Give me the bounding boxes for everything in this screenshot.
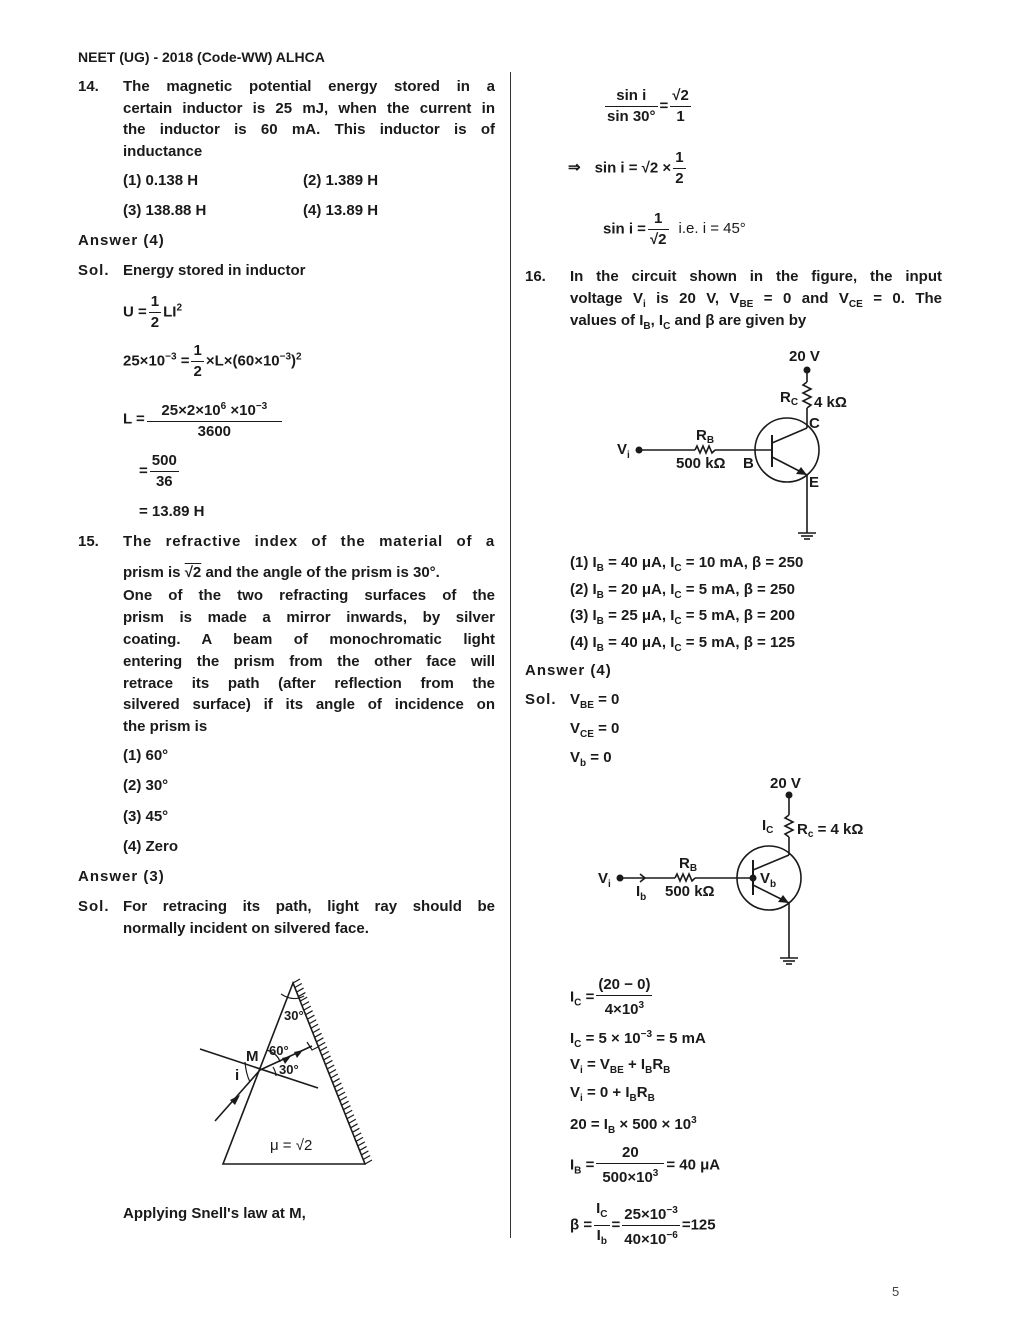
- t: = 0. The: [862, 290, 942, 307]
- rb-sub: B: [689, 863, 698, 874]
- option-1: (1) 60°: [123, 747, 169, 764]
- base-resistor: [675, 874, 695, 881]
- rb-label: R: [696, 427, 707, 444]
- option-4: (4) 13.89 H: [303, 202, 379, 219]
- eq-lhs: U =: [123, 303, 147, 321]
- denominator: 2: [675, 170, 684, 187]
- t: (3) I: [570, 607, 597, 624]
- hatch-mark: [338, 1092, 345, 1096]
- equals: =: [659, 97, 669, 115]
- input-terminal: [636, 447, 643, 454]
- eq-lhs: L =: [123, 410, 145, 428]
- svg-text:RC: [780, 389, 798, 408]
- angle-30-arc: [273, 1067, 276, 1076]
- answer-label: Answer (4): [525, 662, 612, 679]
- svg-text:RB: [679, 855, 697, 874]
- sqrt-2: √2: [184, 564, 202, 581]
- t: = 0 + I: [582, 1084, 630, 1101]
- t: b: [600, 1236, 607, 1247]
- t: i: [580, 1065, 583, 1076]
- question-text: prism is made a mirror inwards, by silver: [123, 609, 495, 626]
- t: (1) I: [570, 554, 597, 571]
- eq-lhs: sin i = √2 ×: [594, 159, 672, 177]
- question-text: One of the two refracting surfaces of the: [123, 587, 495, 604]
- hatch-mark: [354, 1133, 361, 1137]
- hatch-mark: [345, 1110, 352, 1114]
- hatch-mark: [356, 1137, 363, 1141]
- option-2: (2) 30°: [123, 777, 169, 794]
- solution-label: Sol.: [525, 691, 557, 708]
- denominator: 40×10: [624, 1231, 667, 1248]
- denominator: 1: [676, 108, 685, 125]
- numerator: sin i: [605, 86, 658, 107]
- t: = 5 mA: [652, 1030, 706, 1047]
- svg-text:IC: [762, 817, 773, 836]
- exponent: 3: [652, 1168, 659, 1179]
- svg-text:Ib: [636, 883, 646, 903]
- denominator: 36: [155, 473, 173, 490]
- t: × 500 × 10: [615, 1116, 692, 1133]
- t: B: [663, 1065, 671, 1076]
- t: = 10 mA, β = 250: [681, 554, 804, 571]
- supply-terminal: [804, 367, 811, 374]
- numerator: 1: [673, 148, 685, 169]
- ib-sub: b: [640, 892, 647, 903]
- vi-label: V: [617, 441, 628, 458]
- option-1: (1) 0.138 H: [123, 172, 199, 189]
- prism-diagram: [190, 970, 390, 1170]
- t: 20 = I: [570, 1116, 608, 1133]
- t: B: [596, 643, 604, 654]
- collector-label: C: [809, 415, 820, 432]
- numerator: 1: [191, 341, 203, 362]
- option-3: (3) 45°: [123, 808, 169, 825]
- t: B: [645, 1065, 653, 1076]
- t: C: [574, 1039, 582, 1050]
- collector-resistor: [803, 382, 811, 408]
- numerator: 1: [149, 292, 161, 313]
- t: = 5 × 10: [581, 1030, 641, 1047]
- eq-lhs: sin i =: [603, 220, 646, 238]
- calc-line: [570, 1026, 706, 1054]
- question-number: 16.: [525, 268, 546, 285]
- denominator: 3600: [197, 423, 232, 440]
- t: B: [647, 1093, 655, 1104]
- t: 3: [691, 1115, 697, 1126]
- hatch-mark: [293, 979, 300, 983]
- question-text: [123, 564, 440, 582]
- hatch-mark: [309, 1020, 316, 1024]
- t: = 5 mA, β = 125: [681, 634, 795, 651]
- hatch-mark: [297, 988, 304, 992]
- numerator: (20 − 0): [596, 975, 652, 996]
- t: is 20 V, V: [645, 290, 740, 307]
- hatch-mark: [306, 1011, 313, 1015]
- paren: ): [291, 352, 297, 370]
- t: = 5 mA, β = 200: [681, 607, 795, 624]
- t: C: [674, 643, 682, 654]
- solution-text: Energy stored in inductor: [123, 262, 306, 279]
- hatch-mark: [349, 1119, 356, 1123]
- rc-label: R: [780, 389, 791, 406]
- svg-text:Vi: [598, 870, 611, 890]
- sol-eq: [570, 691, 619, 715]
- t: B: [629, 1093, 637, 1104]
- t: = 20 μA, I: [603, 581, 675, 598]
- t: β =: [570, 1216, 593, 1234]
- snell-equation-step: [568, 148, 688, 189]
- t: b: [580, 758, 587, 769]
- option-3: (3) 138.88 H: [123, 202, 207, 219]
- question-text: inductance: [123, 143, 203, 160]
- t: BE: [739, 299, 754, 310]
- hatch-mark: [363, 1155, 370, 1159]
- t: = 5 mA, β = 250: [681, 581, 795, 598]
- equation-energy: [123, 292, 182, 333]
- page-header: NEET (UG) - 2018 (Code-WW) ALHCA: [78, 49, 325, 65]
- exponent: −3: [255, 401, 268, 412]
- t: and β are given by: [670, 312, 807, 329]
- base-label: B: [743, 455, 754, 472]
- svg-text:Rc = 4 kΩ: [797, 821, 863, 840]
- eq-lhs: 25×10: [123, 352, 166, 370]
- question-text: entering the prism from the other face will: [123, 653, 495, 670]
- numerator: 500: [150, 451, 179, 472]
- exponent: 6: [220, 401, 227, 412]
- t: B: [596, 563, 604, 574]
- question-text: certain inductor is 25 mJ, when the current in: [123, 100, 495, 117]
- hatch-mark: [361, 1151, 368, 1155]
- option-3: [570, 607, 795, 631]
- option-4: (4) Zero: [123, 838, 179, 855]
- hatch-mark: [315, 1033, 322, 1037]
- t: V: [570, 691, 581, 708]
- hatch-mark: [352, 1128, 359, 1132]
- hatch-mark: [316, 1038, 323, 1042]
- denominator: 2: [193, 363, 202, 380]
- t: V: [570, 749, 581, 766]
- column-divider: [510, 72, 511, 1238]
- svg-text:RB: [696, 427, 714, 446]
- t: I: [570, 1156, 575, 1174]
- question-text: the inductor is 60 mA. This inductor is of: [123, 121, 495, 138]
- t: C: [674, 616, 682, 627]
- hatch-mark: [324, 1056, 331, 1060]
- t: C: [663, 321, 671, 332]
- question-text: retrace its path (after reflection from the: [123, 675, 495, 692]
- t: = 0: [593, 691, 620, 708]
- hatch-mark: [331, 1074, 338, 1078]
- supply-label: 20 V: [789, 348, 820, 365]
- base-node: [750, 875, 757, 882]
- option-4: [570, 634, 795, 658]
- t: C: [574, 997, 582, 1009]
- t: = 0: [586, 749, 612, 766]
- t: (2) I: [570, 581, 597, 598]
- question-text: [570, 312, 806, 336]
- exponent: −3: [165, 351, 177, 363]
- hatch-mark: [313, 1029, 320, 1033]
- t: =125: [681, 1216, 716, 1234]
- exponent: −3: [279, 351, 292, 363]
- hatch-mark: [327, 1065, 334, 1069]
- calc-ic: [570, 975, 654, 1020]
- equation-result: = 13.89 H: [139, 503, 205, 520]
- angle-30-label: 30°: [279, 1062, 299, 1077]
- exponent: 2: [296, 351, 302, 363]
- refractive-index-label: μ = √2: [270, 1137, 313, 1154]
- t: = 40 μA, I: [603, 554, 675, 571]
- normal-line: [200, 1049, 318, 1088]
- solution-text: For retracing its path, light ray should be: [123, 898, 495, 915]
- eq-rhs: LI: [163, 303, 177, 321]
- option-1: [570, 554, 803, 578]
- supply-terminal: [786, 792, 793, 799]
- t: C: [674, 563, 682, 574]
- t: R: [652, 1056, 664, 1073]
- incidence-label: i: [235, 1067, 240, 1084]
- question-text: [570, 290, 942, 314]
- t: + I: [623, 1056, 646, 1073]
- t: BE: [580, 700, 594, 711]
- rb-value: 500 kΩ: [665, 883, 715, 900]
- exponent: 3: [638, 1000, 645, 1011]
- t: V: [570, 720, 581, 737]
- hatch-mark: [343, 1106, 350, 1110]
- solution-label: Sol.: [78, 262, 110, 279]
- t: values of I: [570, 312, 644, 329]
- sol-eq: [570, 720, 619, 744]
- input-terminal: [617, 875, 624, 882]
- apex-angle-label: 30°: [284, 1008, 304, 1023]
- t: B: [643, 321, 651, 332]
- eq-lhs: =: [139, 462, 148, 480]
- hatch-mark: [298, 993, 305, 997]
- denominator: √2: [649, 231, 667, 248]
- implies-icon: ⇒: [568, 159, 581, 177]
- collector-resistor: [785, 815, 793, 837]
- numerator: 1: [648, 209, 669, 230]
- t: (4) I: [570, 634, 597, 651]
- rb-value: 500 kΩ: [676, 455, 726, 472]
- solution-text: Applying Snell's law at M,: [123, 1205, 306, 1222]
- t: = V: [582, 1056, 610, 1073]
- snell-result: [603, 209, 746, 250]
- option-2: (2) 1.389 H: [303, 172, 379, 189]
- t: I: [570, 988, 575, 1006]
- eq-rhs: ×L×(60×10: [205, 352, 280, 370]
- t: B: [574, 1165, 582, 1177]
- question-text: coating. A beam of monochromatic light: [123, 631, 495, 648]
- circuit-diagram-question: [600, 340, 860, 540]
- t: = 25 μA, I: [603, 607, 675, 624]
- exponent: 2: [176, 302, 183, 314]
- emitter-label: E: [809, 474, 820, 491]
- rc-value: = 4 kΩ: [813, 821, 864, 838]
- t: , I: [650, 312, 664, 329]
- denominator: I: [596, 1227, 601, 1244]
- circuit-diagram-solution: [590, 770, 880, 970]
- hatch-mark: [340, 1097, 347, 1101]
- rc-label: R: [797, 821, 808, 838]
- hatch-mark: [322, 1051, 329, 1055]
- hatch-mark: [351, 1124, 358, 1128]
- question-text: The refractive index of the material of a: [123, 533, 495, 550]
- answer-label: Answer (3): [78, 868, 165, 885]
- t: R: [636, 1084, 648, 1101]
- t: V: [570, 1056, 581, 1073]
- hatch-mark: [311, 1024, 318, 1028]
- t: −3: [666, 1205, 678, 1216]
- t: =: [611, 1216, 621, 1234]
- hatch-mark: [329, 1070, 336, 1074]
- calc-ib: [570, 1143, 720, 1188]
- t: BE: [609, 1065, 624, 1076]
- supply-label: 20 V: [770, 775, 801, 792]
- answer-label: Answer (4): [78, 232, 165, 249]
- numerator: ×10: [226, 402, 256, 419]
- vb-sub: b: [770, 879, 777, 890]
- numerator: I: [596, 1200, 601, 1217]
- t: C: [600, 1209, 608, 1220]
- base-resistor: [695, 446, 715, 453]
- t: = 40 μA: [666, 1156, 721, 1174]
- equation-substitution: [123, 341, 302, 382]
- hatch-mark: [358, 1142, 365, 1146]
- t: CE: [848, 299, 863, 310]
- calc-line: [570, 1112, 697, 1140]
- rc-sub: c: [807, 829, 814, 840]
- t: = 0 and V: [753, 290, 849, 307]
- svg-text:Vi: [617, 441, 630, 461]
- numerator: 20: [596, 1143, 664, 1164]
- calc-beta: [570, 1199, 716, 1252]
- solution-label: Sol.: [78, 898, 110, 915]
- angle-60-label: 60°: [269, 1043, 289, 1058]
- hatch-mark: [304, 1006, 311, 1010]
- arrow-head-icon: [294, 1050, 303, 1058]
- page-number: 5: [892, 1284, 900, 1299]
- equation-inductance: [123, 397, 284, 442]
- t: =: [581, 988, 595, 1006]
- ic-label: I: [762, 817, 767, 834]
- hatch-mark: [302, 1002, 309, 1006]
- ib-label: I: [636, 883, 641, 900]
- t: V: [570, 1084, 581, 1101]
- equation-ratio: [139, 451, 181, 492]
- question-number: 15.: [78, 533, 99, 550]
- t: = 40 μA, I: [603, 634, 675, 651]
- numerator: √2: [670, 86, 691, 107]
- t: CE: [580, 729, 594, 740]
- hatch-mark: [334, 1083, 341, 1087]
- question-text: The magnetic potential energy stored in a: [123, 78, 495, 95]
- hatch-mark: [333, 1079, 340, 1083]
- denominator: 2: [150, 314, 160, 331]
- hatch-mark: [365, 1160, 372, 1164]
- vi-sub: i: [627, 450, 630, 461]
- denominator: sin 30°: [607, 108, 656, 125]
- t: B: [596, 590, 604, 601]
- denominator: 4×10: [604, 1001, 639, 1018]
- calc-line: [570, 1056, 670, 1080]
- vi-sub: i: [608, 879, 611, 890]
- hatch-mark: [320, 1047, 327, 1051]
- question-text: In the circuit shown in the figure, the input: [570, 268, 942, 285]
- t: voltage V: [570, 290, 643, 307]
- calc-line: [570, 1084, 655, 1108]
- hatch-mark: [347, 1115, 354, 1119]
- hatch-mark: [325, 1060, 332, 1064]
- rc-sub: C: [790, 397, 799, 408]
- vb-label: V: [760, 870, 771, 887]
- t: =: [581, 1156, 595, 1174]
- hatch-mark: [336, 1088, 343, 1092]
- t: i: [642, 299, 646, 310]
- solution-text: normally incident on silvered face.: [123, 920, 369, 937]
- point-m-label: M: [246, 1048, 259, 1065]
- t: C: [674, 590, 682, 601]
- hatch-mark: [307, 1015, 314, 1019]
- hatch-mark: [318, 1042, 325, 1046]
- t: −6: [666, 1230, 678, 1241]
- numerator: 25×2×10: [161, 402, 221, 419]
- text: and the angle of the prism is 30°.: [201, 564, 440, 581]
- question-text: the prism is: [123, 718, 208, 735]
- t: −3: [640, 1029, 653, 1040]
- denominator: 500×10: [602, 1169, 653, 1186]
- t: I: [570, 1030, 575, 1047]
- hatch-mark: [342, 1101, 349, 1105]
- t: B: [607, 1125, 616, 1136]
- question-number: 14.: [78, 78, 99, 95]
- t: = 0: [593, 720, 620, 737]
- vi-label: V: [598, 870, 609, 887]
- t: B: [596, 616, 604, 627]
- option-2: [570, 581, 795, 605]
- question-text: silvered surface) if its angle of incidence on: [123, 696, 495, 713]
- hatch-mark: [295, 984, 302, 988]
- snell-equation: [603, 86, 693, 127]
- numerator: 25×10: [624, 1206, 667, 1223]
- ic-sub: C: [766, 825, 774, 836]
- hatch-mark: [360, 1146, 367, 1150]
- t: i: [580, 1093, 583, 1104]
- rb-label: R: [679, 855, 690, 872]
- text: prism is: [123, 564, 185, 581]
- rc-value: 4 kΩ: [814, 394, 847, 411]
- eq-rhs: i.e. i = 45°: [678, 220, 746, 238]
- rb-sub: B: [706, 435, 715, 446]
- svg-text:Vb: [760, 870, 776, 890]
- equals: =: [176, 352, 190, 370]
